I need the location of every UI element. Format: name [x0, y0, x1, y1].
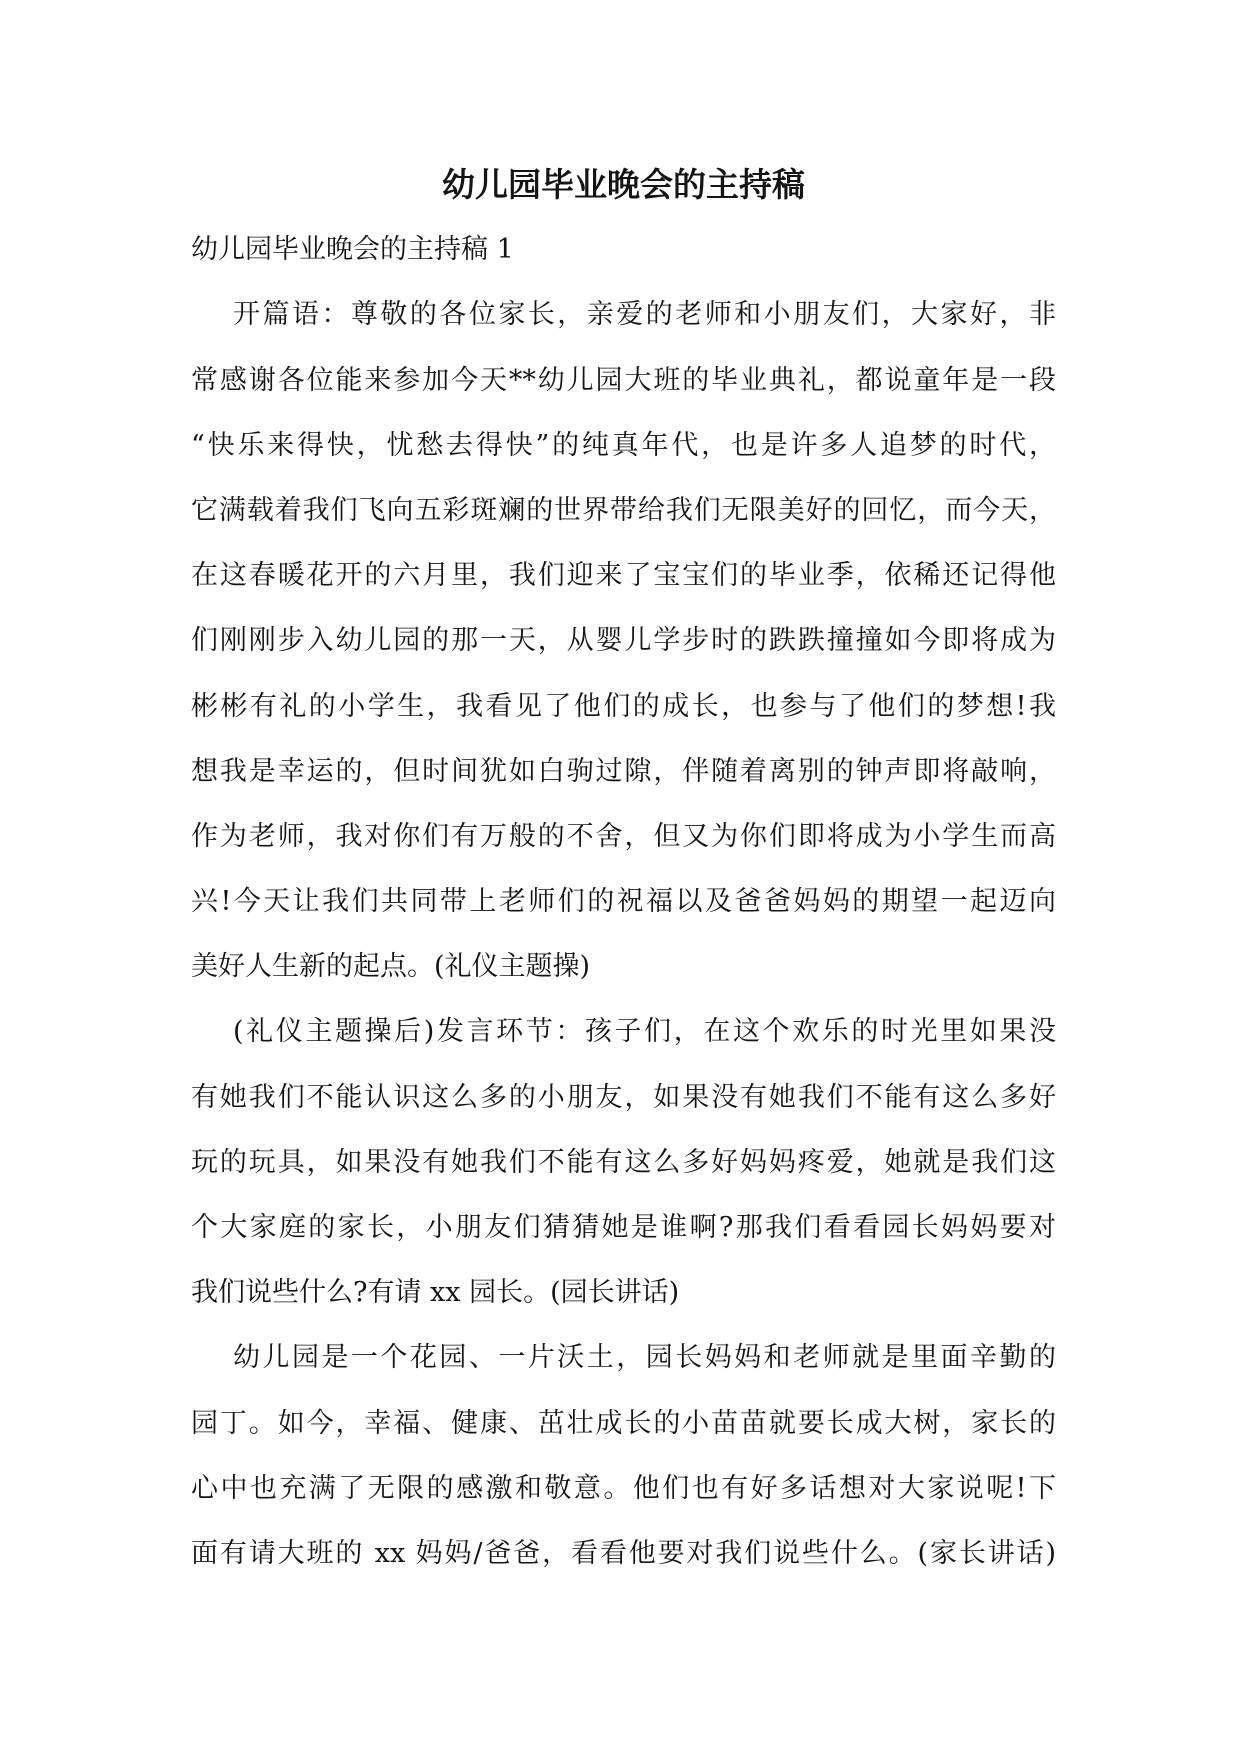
- text-line: 玩的玩具，如果没有她我们不能有这么多好妈妈疼爱，她就是我们这: [191, 1146, 1056, 1178]
- document-body: [191, 152, 1056, 1586]
- text-line: 在这春暖花开的六月里，我们迎来了宝宝们的毕业季，依稀还记得他: [191, 560, 1056, 592]
- text-line: 个大家庭的家长，小朋友们猜猜她是谁啊?那我们看看园长妈妈要对: [191, 1212, 1056, 1243]
- text-line: 面有请大班的 xx 妈妈/爸爸，看看他要对我们说些什么。(家长讲话): [191, 1537, 1056, 1569]
- text-line: 幼儿园是一个花园、一片沃土，园长妈妈和老师就是里面辛勤的: [233, 1342, 1056, 1374]
- section-heading: 幼儿园毕业晚会的主持稿 1: [191, 234, 514, 266]
- document-title: 幼儿园毕业晚会的主持稿: [442, 165, 805, 204]
- paragraph-opening: [191, 282, 1056, 999]
- text-line: 作为老师，我对你们有万般的不舍，但又为你们即将成为小学生而高: [191, 820, 1056, 852]
- text-line: 它满载着我们飞向五彩斑斓的世界带给我们无限美好的回忆，而今天，: [191, 494, 1056, 526]
- text-line: 们刚刚步入幼儿园的那一天，从婴儿学步时的跌跌撞撞如今即将成为: [191, 625, 1056, 657]
- text-line: 有她我们不能认识这么多的小朋友，如果没有她我们不能有这么多好: [191, 1081, 1056, 1113]
- text-line: 彬彬有礼的小学生，我看见了他们的成长，也参与了他们的梦想!我: [191, 690, 1056, 722]
- text-line: “快乐来得快，忧愁去得快”的纯真年代，也是许多人追梦的时代，: [191, 429, 1056, 461]
- text-line: 美好人生新的起点。(礼仪主题操): [191, 951, 591, 983]
- text-line: 常感谢各位能来参加今天**幼儿园大班的毕业典礼，都说童年是一段: [191, 364, 1056, 396]
- text-line: 兴!今天让我们共同带上老师们的祝福以及爸爸妈妈的期望一起迈向: [191, 886, 1056, 918]
- text-line: 我们说些什么?有请 xx 园长。(园长讲话): [191, 1277, 680, 1309]
- paragraph-parent-speech: [191, 1325, 1056, 1586]
- paragraph-speech-segment: [191, 999, 1056, 1325]
- text-line: 想我是幸运的，但时间犹如白驹过隙，伴随着离别的钟声即将敲响，: [191, 755, 1056, 787]
- text-line: 开篇语：尊敬的各位家长，亲爱的老师和小朋友们，大家好，非: [233, 299, 1056, 331]
- text-line: 心中也充满了无限的感激和敬意。他们也有好多话想对大家说呢!下: [191, 1472, 1056, 1504]
- text-line: 园丁。如今，幸福、健康、茁壮成长的小苗苗就要长成大树，家长的: [191, 1407, 1056, 1439]
- text-line: (礼仪主题操后)发言环节：孩子们，在这个欢乐的时光里如果没: [233, 1016, 1056, 1048]
